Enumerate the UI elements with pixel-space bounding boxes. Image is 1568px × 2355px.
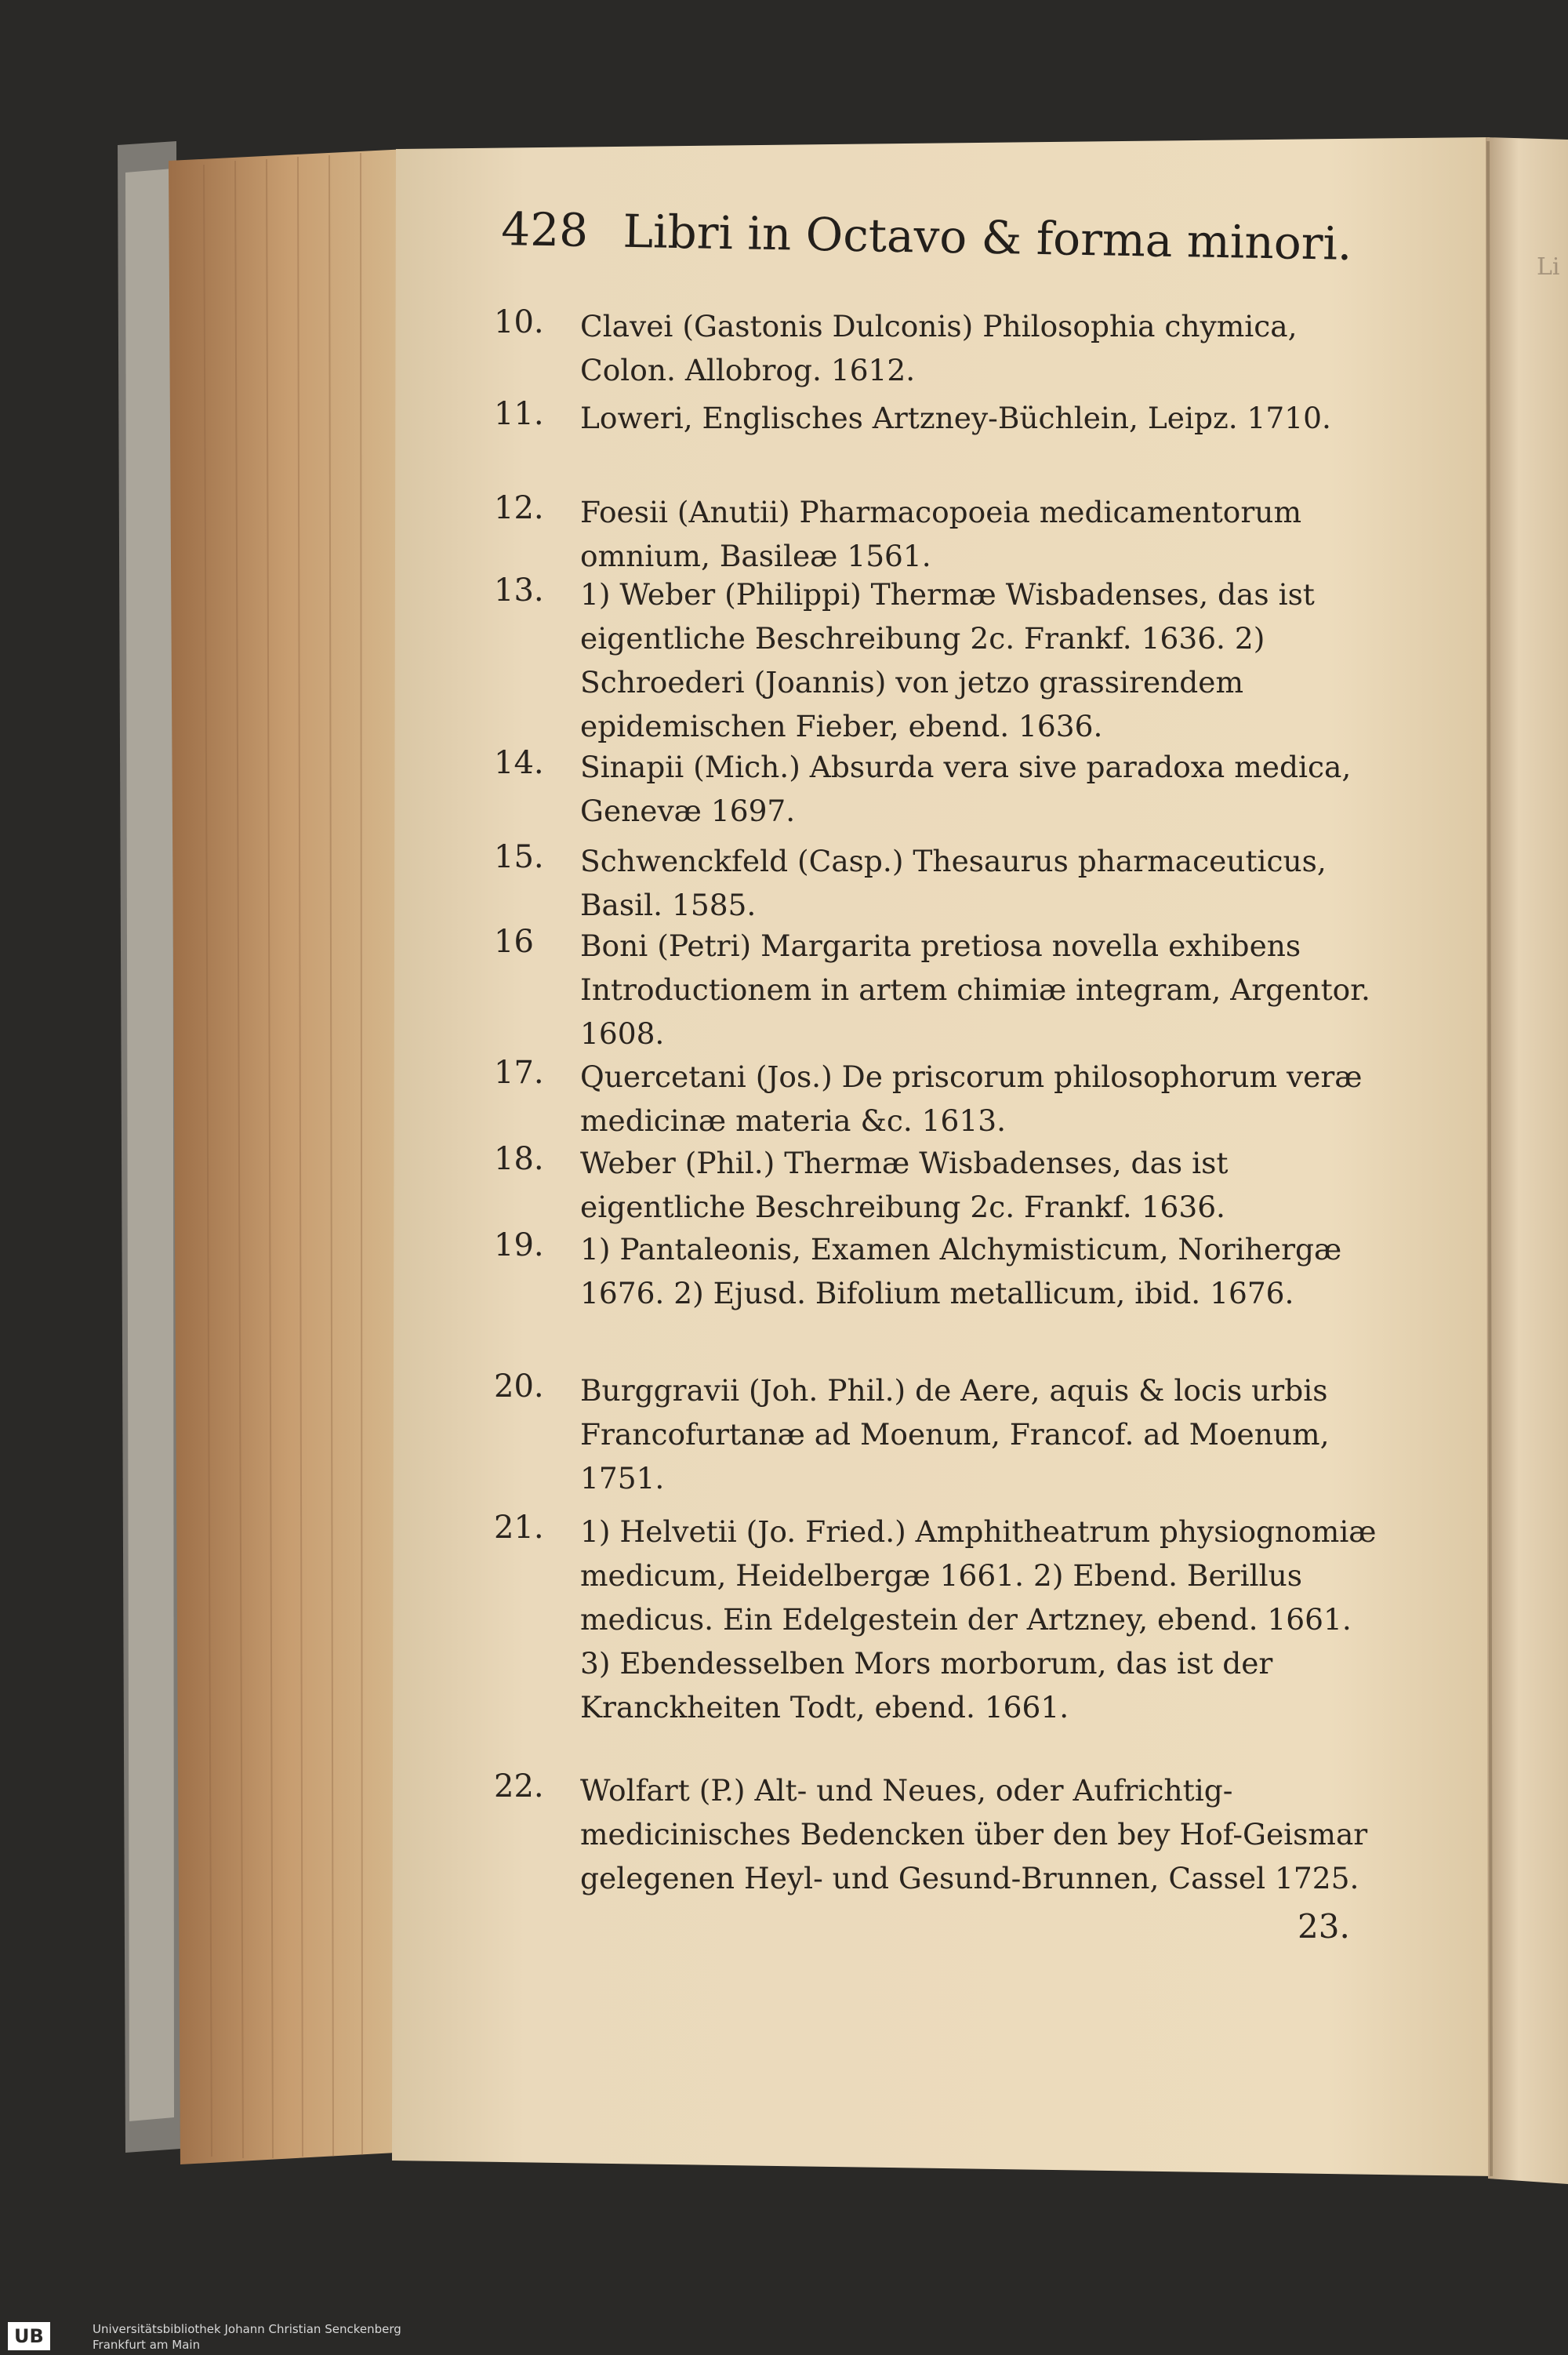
catalog-entry	[494, 1055, 1388, 1143]
catalog-entry	[494, 304, 1388, 392]
page-number: 428	[500, 202, 589, 257]
entry-number: 19.	[494, 1227, 544, 1263]
catalog-entry	[494, 490, 1388, 578]
library-city: Frankfurt am Main	[93, 2338, 201, 2352]
entry-text: Weber (Phil.) Thermæ Wisbadenses, das ist eigentliche Beschreibung 2c. Frankf. 1636.	[580, 1146, 1229, 1224]
entry-number: 11.	[494, 396, 544, 432]
ub-logo: UB	[8, 2322, 50, 2350]
entry-text: Boni (Petri) Margarita pretiosa novella exhibens Introductionem in artem chimiæ integram, Argentor. 1608.	[580, 929, 1370, 1051]
entry-text: Schwenckfeld (Casp.) Thesaurus pharmaceuticus, Basil. 1585.	[580, 844, 1327, 922]
entry-number: 17.	[494, 1055, 544, 1091]
catalog-entry	[494, 1227, 1388, 1315]
entry-number: 14.	[494, 745, 544, 781]
entry-text: Clavei (Gastonis Dulconis) Philosophia chymica, Colon. Allobrog. 1612.	[580, 309, 1298, 387]
svg-text:Li: Li	[1537, 253, 1560, 281]
entry-number: 22.	[494, 1768, 544, 1804]
entry-text: 1) Helvetii (Jo. Fried.) Amphitheatrum physiognomiæ medicum, Heidelbergæ 1661. 2) Ebend. Berillus medicus. Ein Edelgestein der Artzney, ebend. 1661. 3) Ebendesselben Mors morborum, das ist der Kranckheiten Todt, ebend. 1661.	[580, 1514, 1377, 1724]
catchword: 23.	[1298, 1907, 1350, 1946]
catalog-entry	[494, 1368, 1388, 1500]
entry-text: Sinapii (Mich.) Absurda vera sive paradoxa medica, Genevæ 1697.	[580, 750, 1352, 828]
catalog-entry	[494, 572, 1388, 748]
entry-number: 15.	[494, 839, 544, 875]
entry-text: Quercetani (Jos.) De priscorum philosophorum veræ medicinæ materia &c. 1613.	[580, 1059, 1363, 1138]
entry-number: 16	[494, 924, 534, 960]
catalog-entry	[494, 1141, 1388, 1229]
entry-number: 12.	[494, 490, 544, 526]
library-name: Universitätsbibliothek Johann Christian Senckenberg	[93, 2322, 401, 2336]
entry-text: Burggravii (Joh. Phil.) de Aere, aquis & locis urbis Francofurtanæ ad Moenum, Francof. ad Moenum, 1751.	[580, 1373, 1330, 1495]
catalog-entry	[494, 1768, 1388, 1900]
entry-number: 13.	[494, 572, 544, 609]
library-footer	[0, 2317, 549, 2355]
entry-number: 10.	[494, 304, 544, 340]
catalog-entry	[494, 839, 1388, 927]
catalog-entry	[494, 745, 1388, 833]
entry-number: 20.	[494, 1368, 544, 1405]
entry-number: 18.	[494, 1141, 544, 1177]
entry-text: 1) Weber (Philippi) Thermæ Wisbadenses, das ist eigentliche Beschreibung 2c. Frankf. 1636. 2) Schroederi (Joannis) von jetzo grassirendem epidemischen Fieber, ebend. 1636.	[580, 577, 1315, 743]
catalog-entry	[494, 1510, 1388, 1729]
entry-text: Foesii (Anutii) Pharmacopoeia medicamentorum omnium, Basileæ 1561.	[580, 495, 1302, 573]
page-header	[501, 202, 1352, 271]
entry-text: Loweri, Englisches Artzney-Büchlein, Leipz. 1710.	[580, 401, 1331, 435]
page-title: Libri in Octavo & forma minori.	[622, 204, 1353, 271]
entry-text: 1) Pantaleonis, Examen Alchymisticum, Norihergæ 1676. 2) Ejusd. Bifolium metallicum, ibid. 1676.	[580, 1232, 1342, 1310]
entry-text: Wolfart (P.) Alt- und Neues, oder Aufrichtig-medicinisches Bedencken über den bey Hof-Geismar gelegenen Heyl- und Gesund-Brunnen, Cassel 1725.	[580, 1773, 1368, 1895]
catalog-entry	[494, 396, 1388, 440]
catalog-entry	[494, 924, 1388, 1056]
entry-number: 21.	[494, 1510, 544, 1546]
